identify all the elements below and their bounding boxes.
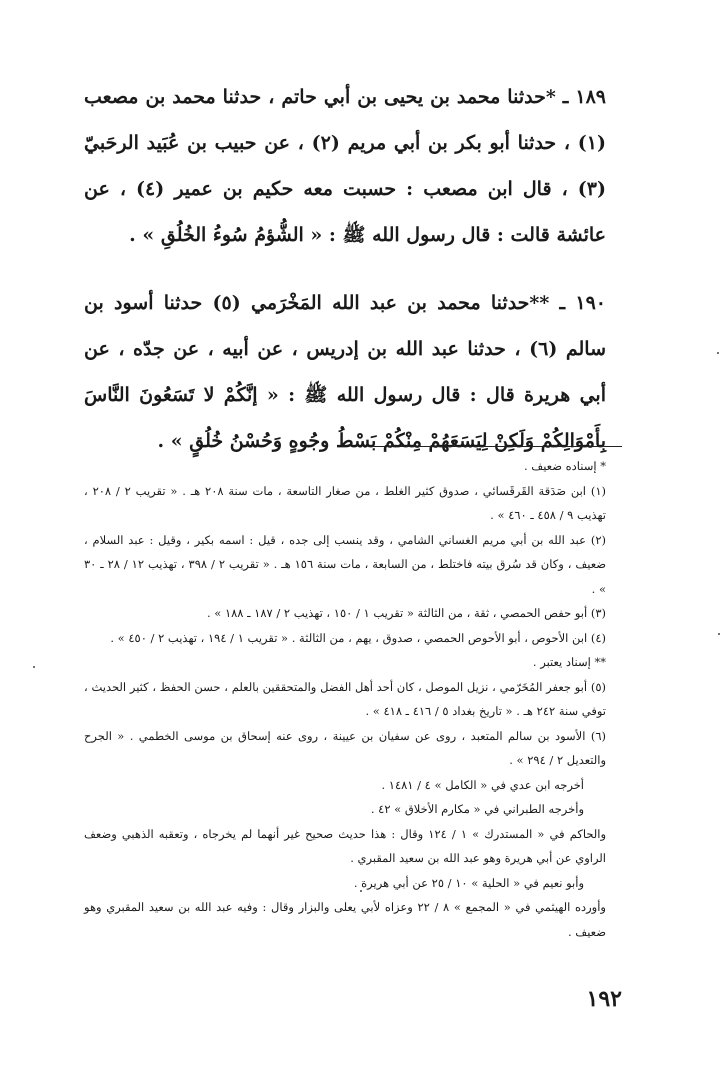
scan-mark [360, 890, 362, 892]
footnote-separator [368, 446, 622, 447]
page-number: ١٩٢ [586, 986, 622, 1012]
scan-mark [718, 633, 720, 635]
takhrij-2: وأخرجه الطبراني في « مكارم الأخلاق » ٤٢ . [370, 802, 584, 816]
footnote-4: (٤) ابن الأحوص ، أبو الأحوص الحمصي ، صدوق ، يهم ، من الثالثة . « تقريب ١ / ١٩٤ ، تهذيب ٢ / ٤٥٠ » . [110, 630, 606, 645]
hadith-189: ١٨٩ ـ *حدثنا محمد بن يحيى بن أبي حاتم ، حدثنا محمد بن مصعب (١) ، حدثنا أبو بكر بن أبي مريم (٢) ، عن حبيب بن عُبَيد الرحَبيّ (٣) ، قال ابن مصعب : حسبت معه حكيم بن عمير (٤) ، عن عائشة قالت : قال رسول الله ﷺ : « الشُّؤمُ سُوءُ الخُلُقِ » . [84, 86, 606, 246]
scan-mark [33, 666, 35, 668]
footnote-2: (٢) عبد الله بن أبي مريم الغساني الشامي ، وقد ينسب إلى جده ، قيل : اسمه بكير ، وقيل : عبد السلام ، ضعيف ، وكان قد سُرق بيته فاختلط ، من السابعة ، مات سنة ١٥٦ هـ . « تقريب ٢ / ٣٩٨ ، تهذيب ١٢ / ٢٨ ـ ٣٠ » . [84, 532, 607, 596]
footnote-3: (٣) أبو حفص الحمصي ، ثقة ، من الثالثة « تقريب ١ / ١٥٠ ، تهذيب ٢ / ١٨٧ ـ ١٨٨ » . [206, 606, 606, 620]
takhrij-3: والحاكم في « المستدرك » ١ / ١٢٤ وقال : هذا حديث صحيح غير أنهما لم يخرجاه ، وتعقبه الذهبي وضعف الراوي عن أبي هريرة وهو عبد الله بن سعيد المقبري . [84, 826, 607, 865]
footnote-6: (٦) الأسود بن سالم المتعبد ، روى عن سفيان بن عيينة ، روى عنه إسحاق بن موسى الخطمي . « الجرح والتعديل ٢ / ٢٩٤ » . [84, 728, 606, 767]
footnotes [84, 454, 606, 944]
hadith-190: ١٩٠ ـ **حدثنا محمد بن عبد الله المَخْرَمي (٥) حدثنا أسود بن سالم (٦) ، حدثنا عبد الله بن إدريس ، عن أبيه ، عن جدّه ، عن أبي هريرة قال : قال رسول الله ﷺ : « إنَّكُمْ لا تَسَعُونَ النَّاسَ بِأَمْوَالِكُمْ وَلَكِنْ لِيَسَعَهُمْ مِنْكُمْ بَسْطُ وجُوهٍ وَحُسْنُ خُلُقٍ » . [84, 292, 607, 452]
footnote-star-2: ** إسناد يعتبر . [532, 655, 606, 669]
footnote-5: (٥) أبو جعفر المُخَرّمي ، نزيل الموصل ، كان أحد أهل الفضل والمتحققين بالعلم ، حسن الحفظ ، كثير الحديث ، توفي سنة ٢٤٢ هـ . « تاريخ بغداد ٥ / ٤١٦ ـ ٤١٨ » . [84, 679, 606, 718]
scan-mark [717, 352, 719, 354]
takhrij-1: أخرجه ابن عدي في « الكامل » ٤ / ١٤٨١ . [381, 777, 584, 792]
takhrij-4: وأبو نعيم في « الحلية » ١٠ / ٢٥ عن أبي هريرة . [353, 875, 584, 890]
footnote-1: (١) ابن صَدَقة القَرقَسائي ، صدوق كثير الغلط ، من صغار التاسعة ، مات سنة ٢٠٨ هـ . « تقريب ٢ / ٢٠٨ ، تهذيب ٩ / ٤٥٨ ـ ٤٦٠ » . [84, 483, 607, 522]
takhrij-5: وأورده الهيثمي في « المجمع » ٨ / ٢٢ وعزاه لأبي يعلى والبزار وقال : وفيه عبد الله بن سعيد المقبري وهو ضعيف . [84, 900, 606, 939]
footnote-star-1: * إسناده ضعيف . [523, 459, 606, 473]
main-text [84, 74, 606, 486]
